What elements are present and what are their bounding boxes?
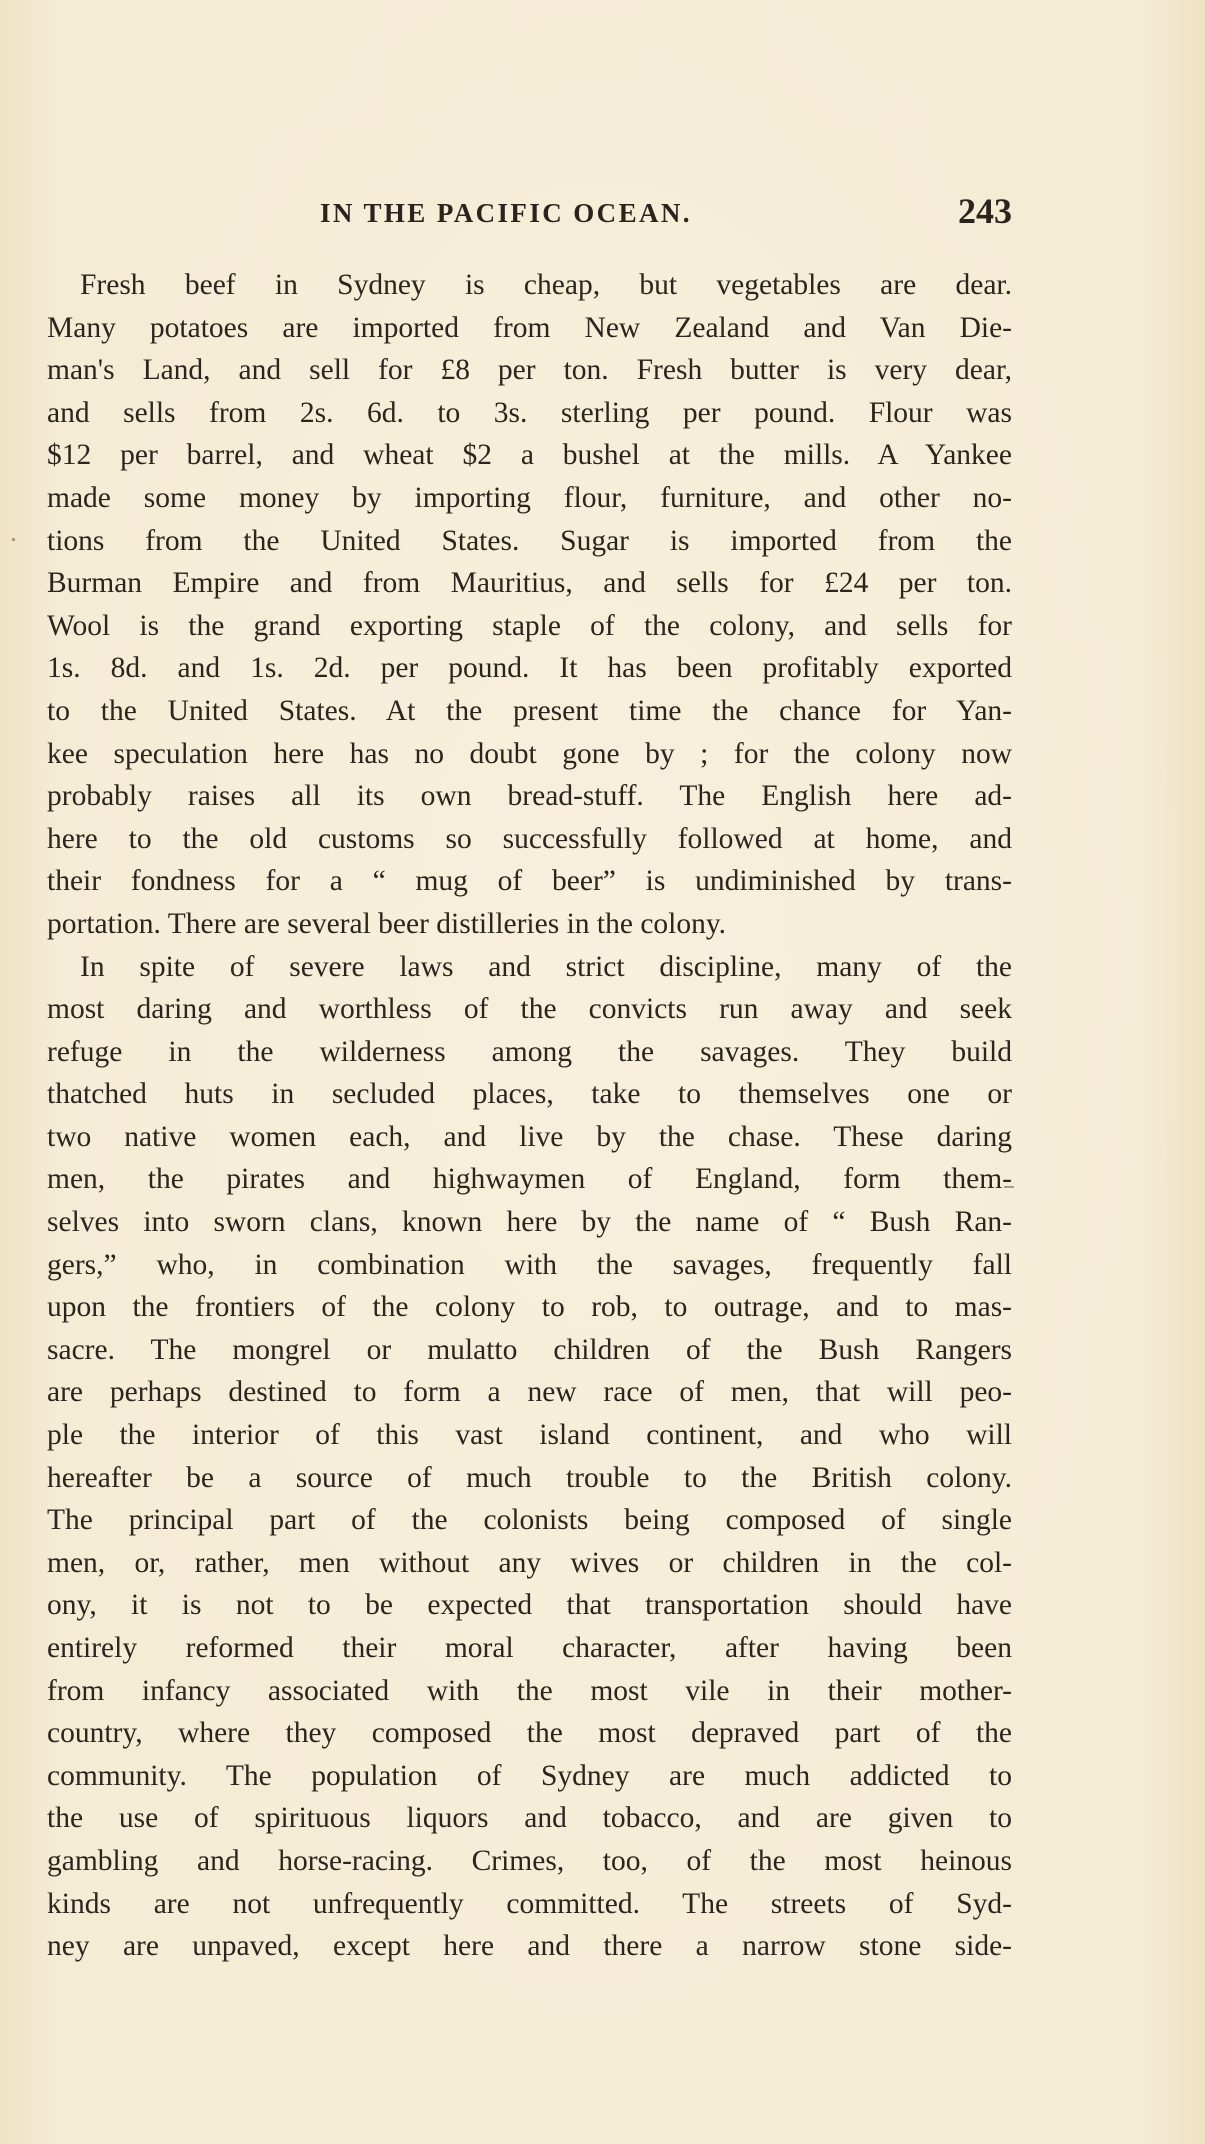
text-line: from infancy associated with the most vile in their mother- — [47, 1674, 1012, 1707]
text-line: The principal part of the colonists being composed of single — [47, 1504, 1012, 1537]
text-line: gambling and horse-racing. Crimes, too, of the most heinous — [47, 1844, 1012, 1877]
text-line: gers,” who, in combination with the savages, frequently fall — [47, 1248, 1012, 1281]
text-line: most daring and worthless of the convicts run away and seek — [47, 993, 1012, 1026]
text-line: hereafter be a source of much trouble to the British colony. — [47, 1461, 1012, 1494]
text-line: entirely reformed their moral character, after having been — [47, 1632, 1012, 1664]
text-line: refuge in the wilderness among the savages. They build — [47, 1035, 1012, 1068]
text-line: selves into sworn clans, known here by the name of “ Bush Ran- — [47, 1206, 1012, 1239]
text-line: In spite of severe laws and strict discipline, many of the — [80, 950, 1012, 983]
text-line: are perhaps destined to form a new race of men, that will peo- — [47, 1376, 1012, 1409]
text-line: Burman Empire and from Mauritius, and sells for £24 per ton. — [47, 567, 1012, 600]
text-line: Wool is the grand exporting staple of the colony, and sells for — [47, 609, 1012, 642]
text-line: here to the old customs so successfully followed at home, and — [47, 822, 1012, 855]
text-line: thatched huts in secluded places, take to themselves one or — [47, 1078, 1012, 1111]
text-line: to the United States. At the present time the chance for Yan- — [47, 694, 1012, 727]
running-head — [80, 190, 1020, 240]
running-title: IN THE PACIFIC OCEAN. — [320, 198, 692, 228]
text-line: kee speculation here has no doubt gone by ; for the colony now — [47, 737, 1012, 770]
text-line: two native women each, and live by the chase. These daring — [47, 1120, 1012, 1153]
text-line: ney are unpaved, except here and there a narrow stone side- — [47, 1930, 1012, 1963]
text-line: their fondness for a “ mug of beer” is undiminished by trans- — [47, 865, 1012, 898]
body-text — [47, 264, 1012, 1968]
text-line: country, where they composed the most depraved part of the — [47, 1717, 1012, 1750]
text-line: men, the pirates and highwaymen of England, form them- — [47, 1163, 1012, 1196]
text-line: Fresh beef in Sydney is cheap, but vegetables are dear. — [80, 269, 1012, 301]
text-line: probably raises all its own bread-stuff. The English here ad- — [47, 780, 1012, 813]
text-line: ony, it is not to be expected that transportation should have — [47, 1589, 1012, 1622]
text-line: $12 per barrel, and wheat $2 a bushel at the mills. A Yankee — [47, 439, 1012, 472]
text-line: sacre. The mongrel or mulatto children of the Bush Rangers — [47, 1333, 1012, 1366]
page-number: 243 — [958, 191, 1012, 231]
text-line: community. The population of Sydney are much addicted to — [47, 1759, 1012, 1792]
text-line: man's Land, and sell for £8 per ton. Fresh butter is very dear, — [47, 354, 1012, 387]
text-line: tions from the United States. Sugar is imported from the — [47, 524, 1012, 557]
text-line: upon the frontiers of the colony to rob, to outrage, and to mas- — [47, 1291, 1012, 1324]
text-line: portation. There are several beer distilleries in the colony. — [47, 907, 727, 940]
text-line: men, or, rather, men without any wives or children in the col- — [47, 1546, 1012, 1579]
margin-speck — [12, 538, 15, 541]
text-line: 1s. 8d. and 1s. 2d. per pound. It has been profitably exported — [47, 652, 1012, 685]
text-line: ple the interior of this vast island continent, and who will — [47, 1419, 1012, 1452]
text-line: Many potatoes are imported from New Zealand and Van Die- — [47, 311, 1012, 344]
text-line: kinds are not unfrequently committed. The streets of Syd- — [47, 1887, 1012, 1920]
text-line: and sells from 2s. 6d. to 3s. sterling per pound. Flour was — [47, 396, 1012, 429]
text-line: made some money by importing flour, furniture, and other no- — [47, 481, 1012, 514]
text-line: the use of spirituous liquors and tobacco, and are given to — [47, 1802, 1012, 1835]
